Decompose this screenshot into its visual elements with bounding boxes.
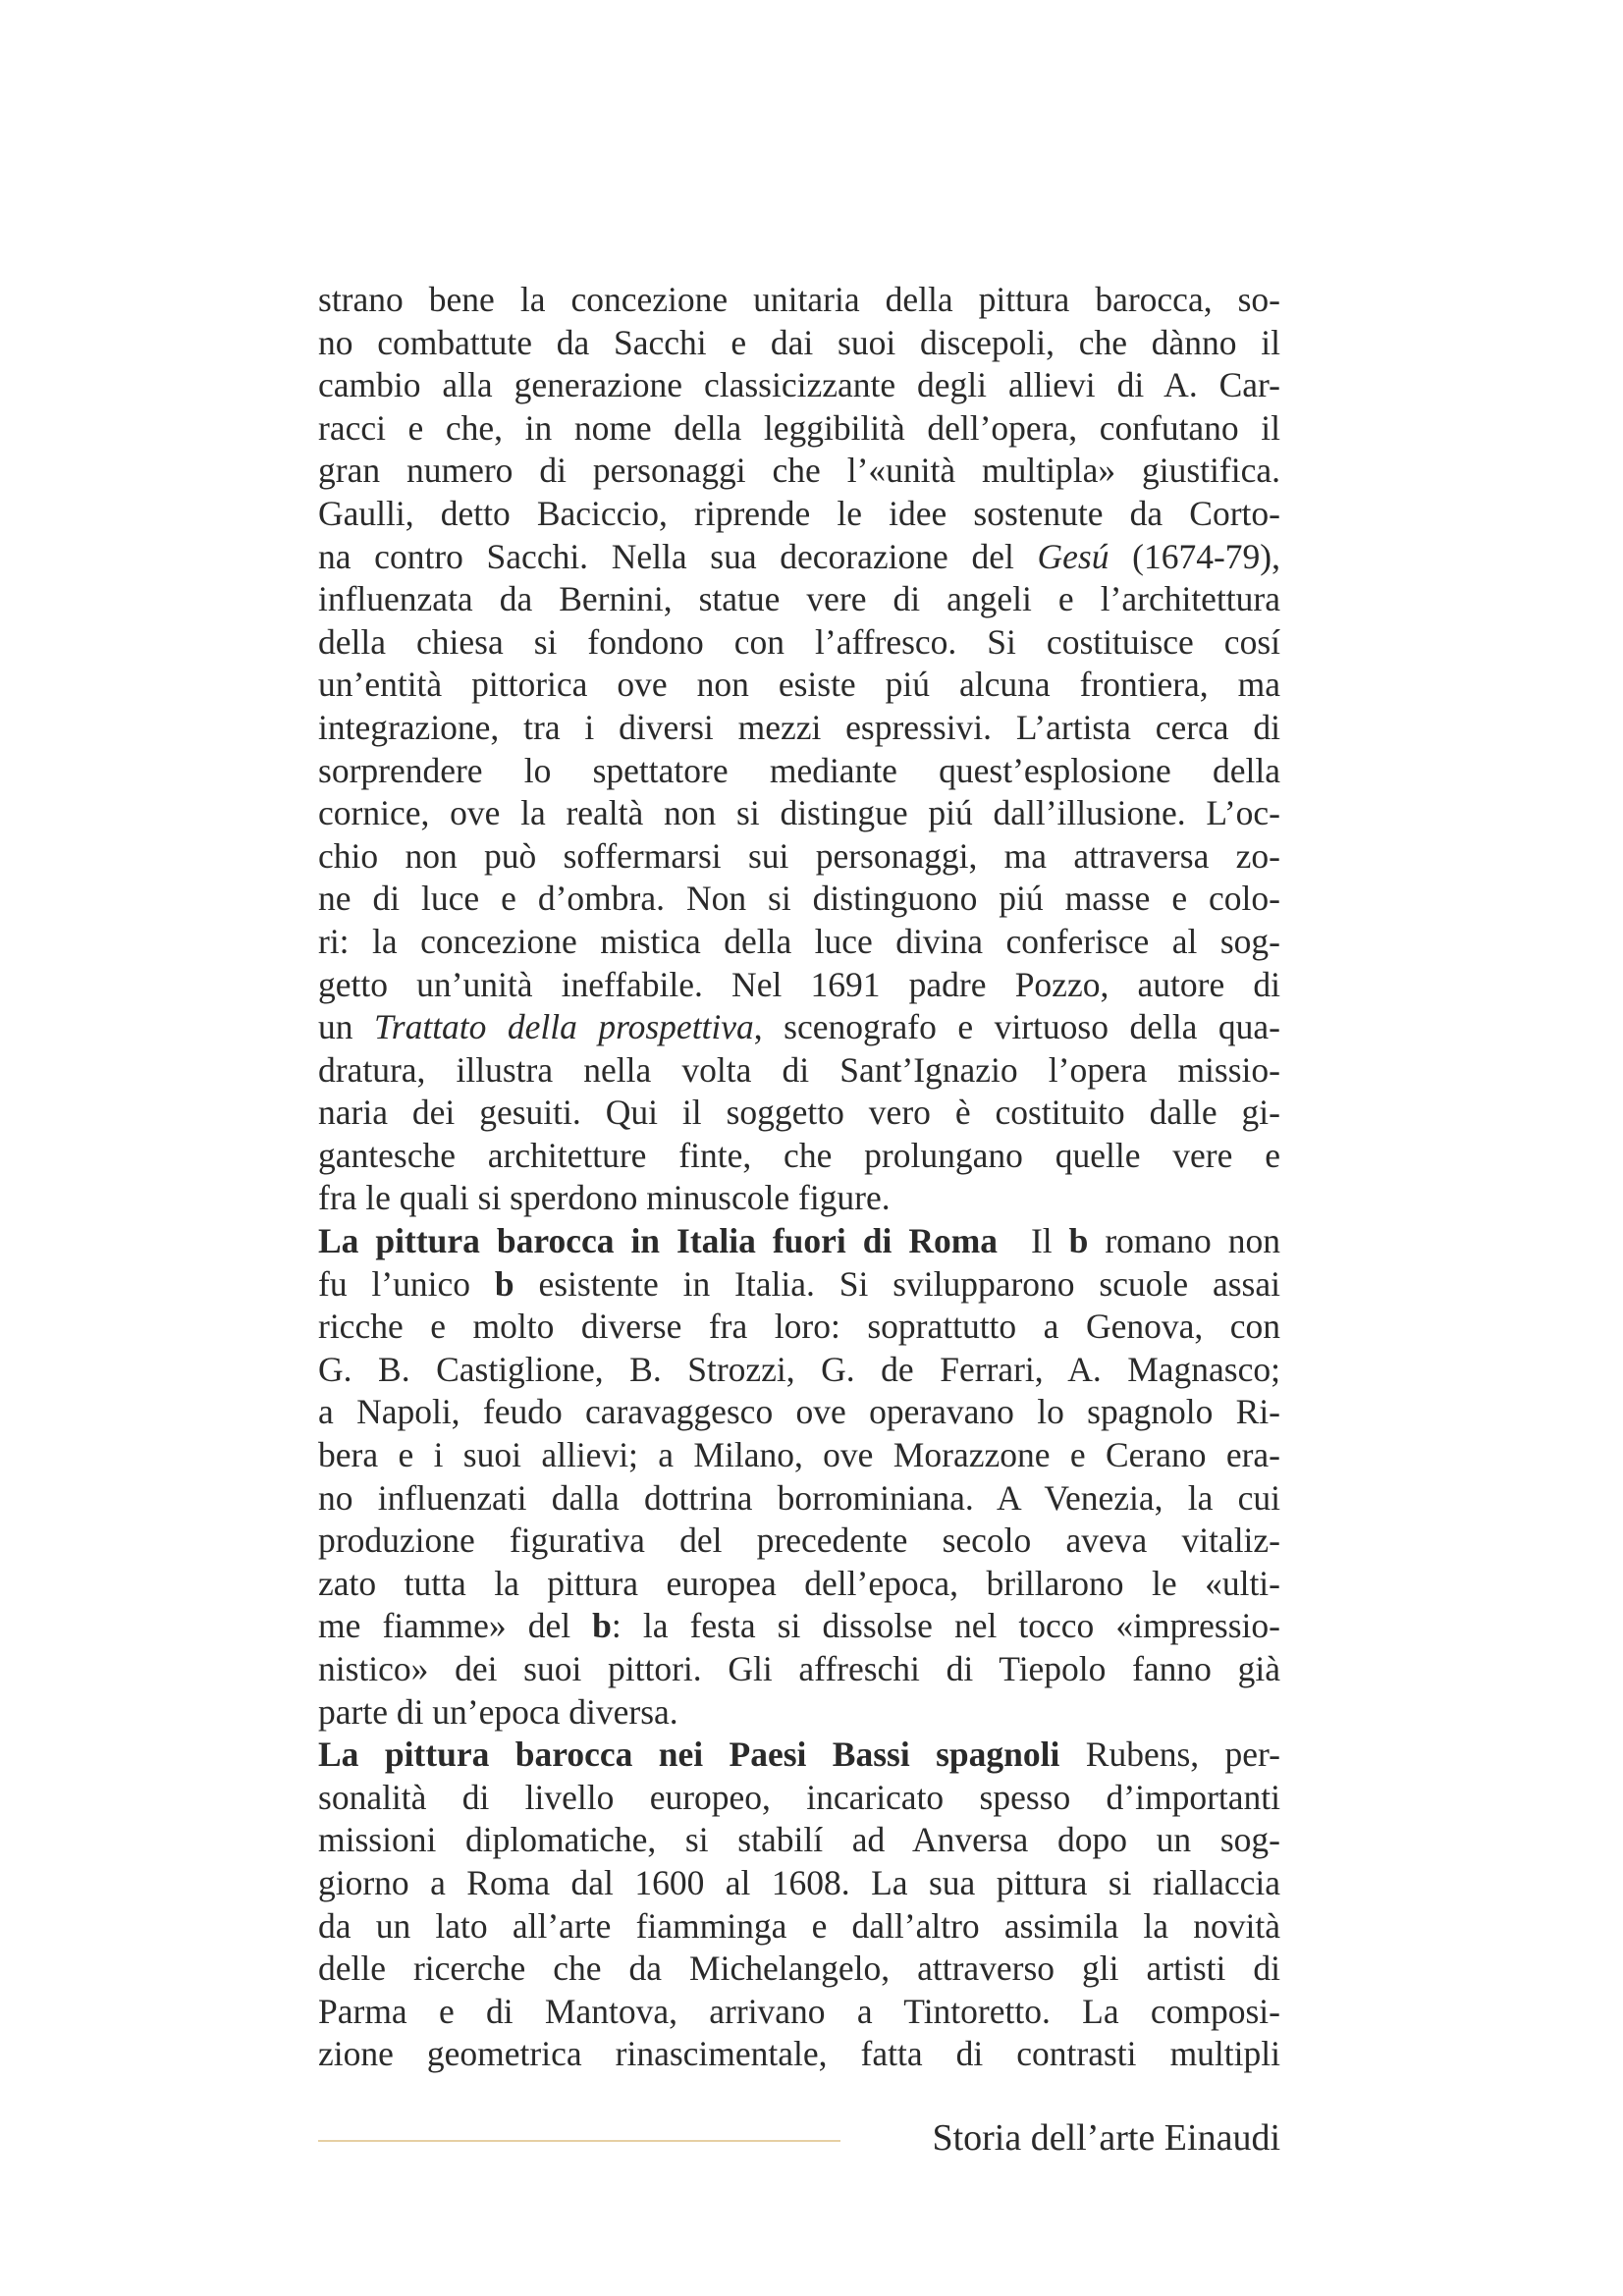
text-line: delle ricerche che da Michelangelo, attraverso gli artisti di	[318, 1949, 1280, 1989]
text-line: chio non può soffermarsi sui personaggi, ma attraversa zo-	[318, 835, 1280, 876]
text-line	[318, 1263, 1280, 1307]
abbrev-b: b	[494, 1263, 514, 1304]
text-line	[318, 1006, 1280, 1049]
text-run: un	[318, 1007, 374, 1047]
text-run: (1674-79),	[1109, 536, 1280, 576]
text-line: bera e i suoi allievi; a Milano, ove Morazzone e Cerano era-	[318, 1435, 1280, 1475]
text-line: G. B. Castiglione, B. Strozzi, G. de Ferrari, A. Magnasco;	[318, 1349, 1280, 1389]
text-line: cornice, ove la realtà non si distingue piú dall’illusione. L’oc-	[318, 793, 1280, 833]
text-run: Il	[998, 1221, 1069, 1261]
text-line: strano bene la concezione unitaria della pittura barocca, so-	[318, 280, 1280, 319]
text-line: getto un’unità ineffabile. Nel 1691 padre Pozzo, autore di	[318, 964, 1280, 1004]
text-line: integrazione, tra i diversi mezzi espressivi. L’artista cerca di	[318, 707, 1280, 747]
text-line: produzione figurativa del precedente secolo aveva vitaliz-	[318, 1521, 1280, 1561]
section-heading-paesi-bassi: La pittura barocca nei Paesi Bassi spagnoli	[318, 1735, 1060, 1775]
text-run: : la festa si dissolse nel tocco «impressio-	[611, 1606, 1280, 1646]
section-paesi-bassi-line	[318, 1734, 1280, 1777]
text-run: me fiamme» del	[318, 1606, 593, 1646]
text-run: esistente in Italia. Si svilupparono scuole assai	[514, 1263, 1280, 1304]
text-run: Rubens, per-	[1059, 1735, 1280, 1775]
text-line: fra le quali si sperdono minuscole figure.	[318, 1178, 891, 1218]
text-run: romano non	[1088, 1221, 1280, 1261]
footer-rule	[318, 2140, 840, 2142]
text-line: dratura, illustra nella volta di Sant’Ignazio l’opera missio-	[318, 1049, 1280, 1090]
text-run: na contro Sacchi. Nella sua decorazione del	[318, 536, 1038, 576]
text-line: parte di un’epoca diversa.	[318, 1691, 678, 1732]
text-line: naria dei gesuiti. Qui il soggetto vero è costituito dalle gi-	[318, 1093, 1280, 1133]
text-line: cambio alla generazione classicizzante degli allievi di A. Car-	[318, 365, 1280, 405]
text-line: no combattute da Sacchi e dai suoi discepoli, che dànno il	[318, 322, 1280, 362]
text-line: Gaulli, detto Baciccio, riprende le idee sostenute da Corto-	[318, 493, 1280, 533]
text-line: zato tutta la pittura europea dell’epoca, brillarono le «ulti-	[318, 1563, 1280, 1603]
text-run: fu l’unico	[318, 1263, 495, 1304]
text-line: un’entità pittorica ove non esiste piú alcuna frontiera, ma	[318, 665, 1280, 705]
text-line: a Napoli, feudo caravaggesco ove operavano lo spagnolo Ri-	[318, 1392, 1280, 1432]
text-line: gran numero di personaggi che l’«unità multipla» giustifica.	[318, 451, 1280, 491]
text-run: , scenografo e virtuoso della qua-	[753, 1007, 1280, 1047]
section-heading-italia: La pittura barocca in Italia fuori di Roma	[318, 1221, 999, 1261]
text-line: racci e che, in nome della leggibilità dell’opera, confutano il	[318, 407, 1280, 448]
text-line: giorno a Roma dal 1600 al 1608. La sua pittura si riallaccia	[318, 1862, 1280, 1902]
text-line: Parma e di Mantova, arrivano a Tintoretto. La composi-	[318, 1991, 1280, 2031]
text-line: ri: la concezione mistica della luce divina conferisce al sog-	[318, 921, 1280, 961]
text-line	[318, 536, 1280, 579]
footer-title: Storia dell’arte Einaudi	[932, 2117, 1280, 2159]
italic-title-gesu: Gesú	[1037, 536, 1109, 576]
abbrev-b: b	[592, 1606, 612, 1646]
text-line	[318, 1605, 1280, 1648]
page-body	[318, 279, 1280, 2076]
text-line: ne di luce e d’ombra. Non si distinguono piú masse e colo-	[318, 879, 1280, 919]
abbrev-b: b	[1068, 1221, 1089, 1261]
text-line: da un lato all’arte fiamminga e dall’altro assimila la novità	[318, 1905, 1280, 1946]
section-italia-line	[318, 1220, 1280, 1263]
text-line: della chiesa si fondono con l’affresco. Si costituisce cosí	[318, 621, 1280, 662]
text-line: influenzata da Bernini, statue vere di angeli e l’architettura	[318, 579, 1280, 619]
text-line: ricche e molto diverse fra loro: soprattutto a Genova, con	[318, 1307, 1280, 1347]
text-line: sonalità di livello europeo, incaricato spesso d’importanti	[318, 1777, 1280, 1817]
text-line: gantesche architetture finte, che prolungano quelle vere e	[318, 1135, 1280, 1175]
text-line: no influenzati dalla dottrina borrominiana. A Venezia, la cui	[318, 1477, 1280, 1518]
text-line: sorprendere lo spettatore mediante quest’esplosione della	[318, 750, 1280, 790]
text-line: nistico» dei suoi pittori. Gli affreschi di Tiepolo fanno già	[318, 1649, 1280, 1688]
italic-title-trattato: Trattato della prospettiva	[373, 1007, 754, 1047]
text-line: zione geometrica rinascimentale, fatta di contrasti multipli	[318, 2034, 1280, 2074]
text-line: missioni diplomatiche, si stabilí ad Anversa dopo un sog-	[318, 1820, 1280, 1860]
